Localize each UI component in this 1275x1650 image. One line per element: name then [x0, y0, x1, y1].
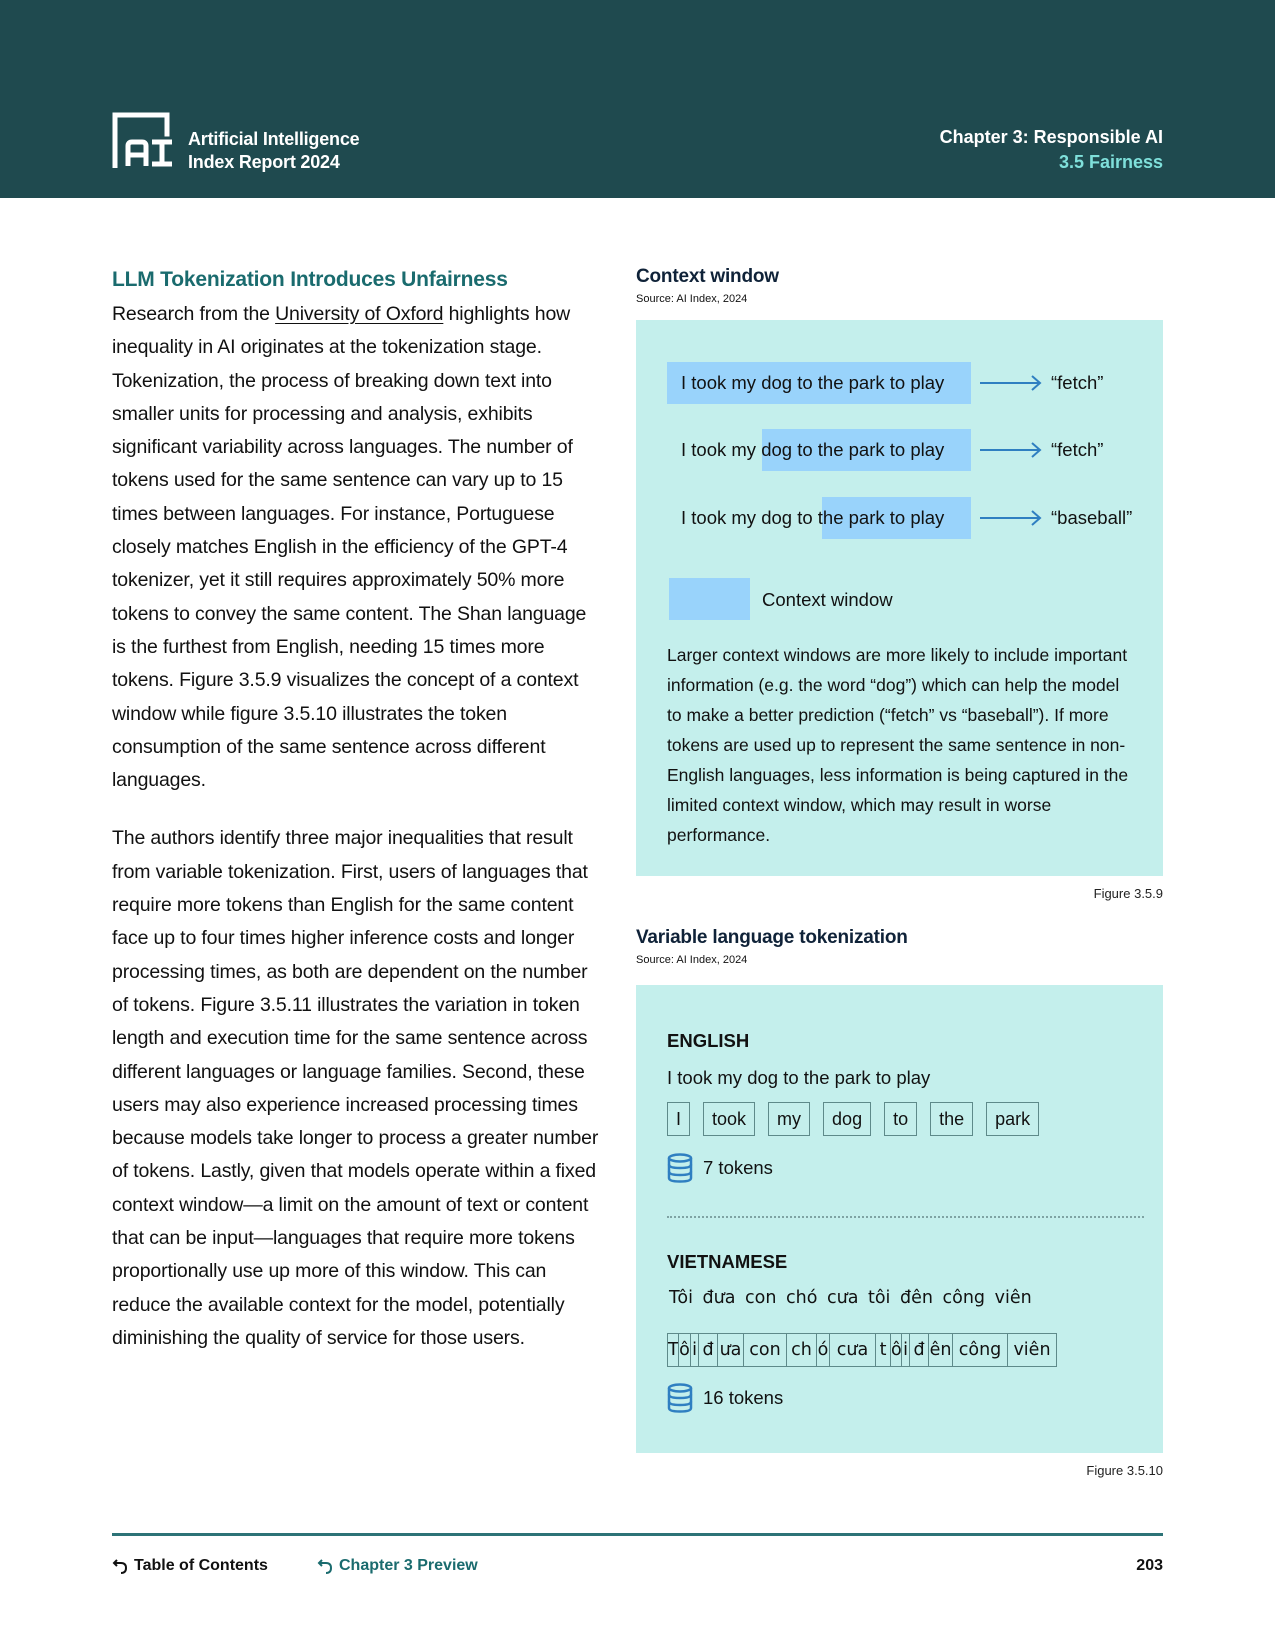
- token: ó: [816, 1333, 829, 1367]
- context-window-figure: [636, 320, 1163, 876]
- page-number: 203: [1136, 1557, 1163, 1574]
- row-text-inside: dog to the park to play: [761, 439, 945, 460]
- context-row: [667, 429, 1167, 471]
- figure1-source: Source: AI Index, 2024: [636, 293, 748, 305]
- row-text-outside: I took my: [681, 439, 762, 460]
- arrow-right-icon: [980, 373, 1042, 393]
- brand-line-1: Artificial Intelligence: [188, 129, 360, 149]
- token: ưa: [717, 1333, 743, 1367]
- figure1-label: Figure 3.5.9: [1093, 886, 1163, 901]
- legend-label: Context window: [762, 589, 893, 610]
- english-title: ENGLISH: [667, 1030, 750, 1051]
- chapter-title: Chapter 3: Responsible AI: [939, 127, 1163, 147]
- figure2-label: Figure 3.5.10: [1086, 1463, 1163, 1478]
- token: đ: [909, 1333, 928, 1367]
- table-of-contents-link[interactable]: [112, 1557, 268, 1575]
- legend-swatch: [669, 578, 750, 620]
- context-row: [667, 497, 1167, 539]
- token: công: [952, 1333, 1007, 1367]
- tokenization-figure: [636, 985, 1163, 1453]
- row-prediction: “baseball”: [1051, 507, 1133, 528]
- para1-text-end: highlights how inequality in AI originates at the tokenization stage. Tokenization, the process of breaking down text into smaller units for processing and analysis, exhibits significant variability across languages. The number of tokens used for the same sentence can vary up to 15 times between languages. For instance, Portuguese closely matches English in the efficiency of the GPT-4 tokenizer, yet it still requires approximately 50% more tokens to convey the same content. The Shan language is the furthest from English, needing 15 times more tokens. Figure 3.5.9 visualizes the concept of a context window while figure 3.5.10 illustrates the token consumption of the same sentence across different languages.: [112, 303, 587, 792]
- vietnamese-token-count: [667, 1383, 783, 1413]
- section-title: 3.5 Fairness: [1058, 152, 1163, 172]
- page-header: [0, 0, 1275, 198]
- article-paragraph-2: The authors identify three major inequalities that result from variable tokenization. First, users of languages that require more tokens than English for the same content face up to four times higher inference costs and longer processing times, as both are dependent on the number of tokens. Figure 3.5.11 illustrates the variation in token length and execution time for the same sentence across different languages or language families. Second, these users may also experience increased processing times because models take longer to process a greater number of tokens. Lastly, given that models operate within a fixed context window—a limit on the amount of text or content that can be input—languages that require more tokens proportionally use up more of this window. This can reduce the available context for the model, potentially diminishing the quality of service for those users.: [112, 827, 599, 1349]
- figure2-source: Source: AI Index, 2024: [636, 954, 748, 966]
- row-sentence: [681, 507, 944, 529]
- token: đ: [698, 1333, 717, 1367]
- row-text-inside: the park to play: [817, 507, 945, 528]
- article-paragraph-1: [112, 298, 602, 797]
- row-sentence: [681, 372, 944, 394]
- article-column: [112, 266, 602, 1355]
- row-prediction: “fetch”: [1051, 439, 1104, 460]
- database-icon: [667, 1153, 693, 1183]
- vietnamese-sentence: Tôi đưa con chó cưa tôi đên công viên: [669, 1288, 1032, 1308]
- brand-line-2: Index Report 2024: [188, 152, 340, 172]
- token: my: [768, 1102, 810, 1136]
- para1-text-start: Research from the: [112, 303, 276, 325]
- token: cưa: [829, 1333, 875, 1367]
- report-brand: [188, 128, 359, 174]
- database-icon: [667, 1383, 693, 1413]
- token: ô: [678, 1333, 690, 1367]
- token: the: [930, 1102, 973, 1136]
- row-text-inside: I took my dog to the park to play: [681, 372, 945, 393]
- language-divider: [667, 1216, 1144, 1218]
- return-arrow-icon: [112, 1558, 128, 1574]
- token: dog: [823, 1102, 871, 1136]
- english-tokens: [667, 1102, 1052, 1136]
- arrow-right-icon: [980, 508, 1042, 528]
- english-sentence: I took my dog to the park to play: [667, 1067, 931, 1088]
- row-sentence: [681, 439, 944, 461]
- token: ô: [890, 1333, 901, 1367]
- token: con: [743, 1333, 786, 1367]
- figure1-description: Larger context windows are more likely to include important information (e.g. the word “dog”) which can help the model to make a better prediction (“fetch” vs “baseball”). If more tokens are used up to represent the same sentence in non-English languages, less information is being captured in the limited context window, which may result in worse performance.: [667, 645, 1129, 845]
- context-row: [667, 362, 1167, 404]
- token: to: [884, 1102, 917, 1136]
- token: i: [901, 1333, 909, 1367]
- token: T: [667, 1333, 678, 1367]
- oxford-link[interactable]: University of Oxford: [275, 303, 444, 325]
- english-count-label: 7 tokens: [703, 1157, 773, 1178]
- ai-index-logo-icon: [112, 112, 174, 168]
- return-arrow-icon: [317, 1558, 333, 1574]
- toc-label: Table of Contents: [134, 1557, 268, 1574]
- token: I: [667, 1102, 690, 1136]
- token: viên: [1007, 1333, 1057, 1367]
- token: took: [703, 1102, 755, 1136]
- chapter-preview-link[interactable]: [317, 1557, 478, 1575]
- arrow-right-icon: [980, 440, 1042, 460]
- row-prediction: “fetch”: [1051, 372, 1104, 393]
- footer-divider: [112, 1533, 1163, 1536]
- vietnamese-count-label: 16 tokens: [703, 1387, 784, 1408]
- row-text-outside: I took my dog to: [681, 507, 818, 528]
- vietnamese-title: VIETNAMESE: [667, 1251, 788, 1272]
- figure1-title: Context window: [636, 266, 779, 287]
- chapter-heading: [940, 125, 1163, 175]
- english-token-count: [667, 1153, 773, 1183]
- vietnamese-tokens: [667, 1333, 1057, 1367]
- article-title: LLM Tokenization Introduces Unfairness: [112, 268, 508, 291]
- token: i: [690, 1333, 698, 1367]
- token: ch: [786, 1333, 816, 1367]
- token: ên: [928, 1333, 952, 1367]
- figure2-title: Variable language tokenization: [636, 927, 908, 948]
- token: t: [875, 1333, 890, 1367]
- chapter-preview-label: Chapter 3 Preview: [339, 1557, 478, 1574]
- token: park: [986, 1102, 1039, 1136]
